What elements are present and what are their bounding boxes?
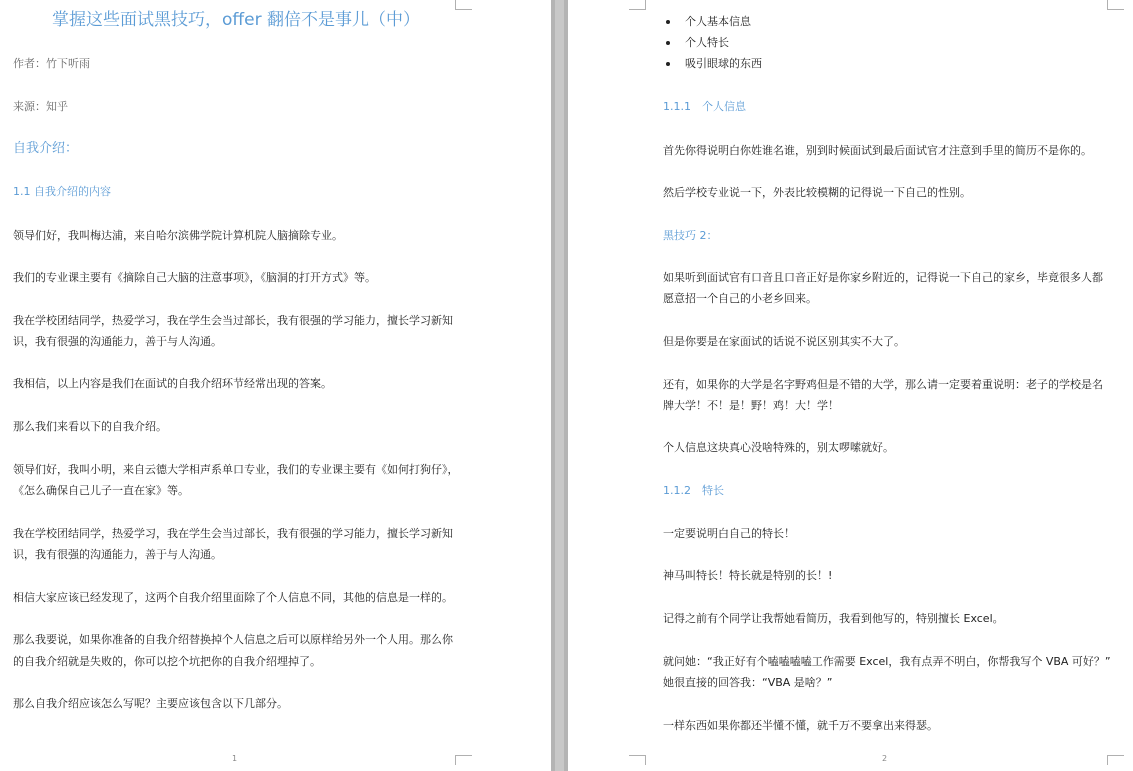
section-heading: 自我介绍： — [13, 141, 79, 156]
bullet-icon — [666, 62, 670, 66]
document-title: 掌握这些面试黑技巧，offer 翻倍不是事儿（中） — [52, 10, 420, 30]
bullet-icon — [666, 41, 670, 45]
paragraph-line: 那么我们来看以下的自我介绍。 — [13, 420, 167, 433]
paragraph-line: 记得之前有个同学让我帮她看简历，我看到他写的，特别擅长 Excel。 — [663, 612, 1004, 625]
paragraph-line: 识，我有很强的沟通能力，善于与人沟通。 — [13, 548, 222, 561]
author-line: 作者：竹下听雨 — [13, 57, 90, 70]
paragraph-line: 还有，如果你的大学是名字野鸡但是不错的大学，那么请一定要着重说明：老子的学校是名 — [663, 378, 1103, 391]
page-number: 1 — [232, 754, 238, 763]
paragraph-line: 识，我有很强的沟通能力，善于与人沟通。 — [13, 335, 222, 348]
document-page-2 — [568, 0, 1133, 771]
paragraph-line: 首先你得说明白你姓谁名谁，别到时候面试到最后面试官才注意到手里的简历不是你的。 — [663, 144, 1092, 157]
source-line: 来源：知乎 — [13, 100, 68, 113]
list-item: 个人基本信息 — [685, 15, 751, 28]
crop-mark — [455, 0, 472, 10]
paragraph-line: 相信大家应该已经发现了，这两个自我介绍里面除了个人信息不同，其他的信息是一样的。 — [13, 591, 453, 604]
paragraph-line: 领导们好，我叫小明，来自云德大学相声系单口专业，我们的专业课主要有《如何打狗仔》， — [13, 463, 459, 476]
paragraph-line: 如果听到面试官有口音且口音正好是你家乡附近的，记得说一下自己的家乡，毕竟很多人都 — [663, 271, 1103, 284]
crop-mark — [1107, 755, 1124, 765]
paragraph-line: 一样东西如果你都还半懂不懂，就千万不要拿出来得瑟。 — [663, 719, 938, 732]
paragraph-line: 然后学校专业说一下，外表比较模糊的记得说一下自己的性别。 — [663, 186, 971, 199]
paragraph-line: 那么自我介绍应该怎么写呢？主要应该包含以下几部分。 — [13, 697, 288, 710]
paragraph-line: 愿意招一个自己的小老乡回来。 — [663, 292, 817, 305]
page-gutter — [551, 0, 568, 771]
paragraph-line: 《怎么确保自己儿子一直在家》等。 — [13, 484, 189, 497]
paragraph-line: 我相信，以上内容是我们在面试的自我介绍环节经常出现的答案。 — [13, 377, 332, 390]
paragraph-line: 牌大学！不！是！野！鸡！大！学！ — [663, 399, 839, 412]
paragraph-line: 个人信息这块真心没啥特殊的，别太啰嗦就好。 — [663, 441, 894, 454]
trick-heading: 黑技巧 2： — [663, 229, 718, 242]
paragraph-line: 的自我介绍就是失败的，你可以挖个坑把你的自我介绍埋掉了。 — [13, 655, 321, 668]
paragraph-line: 一定要说明白自己的特长！ — [663, 527, 795, 540]
paragraph-line: 但是你要是在家面试的话说不说区别其实不大了。 — [663, 335, 905, 348]
section-heading: 1.1.1 个人信息 — [663, 100, 746, 113]
paragraph-line: 神马叫特长！特长就是特别的长！! — [663, 569, 833, 582]
section-heading: 1.1.2 特长 — [663, 484, 724, 497]
paragraph-line: 那么我要说，如果你准备的自我介绍替换掉个人信息之后可以原样给另外一个人用。那么你 — [13, 633, 453, 646]
page-number: 2 — [882, 754, 888, 763]
subsection-heading: 1.1 自我介绍的内容 — [13, 185, 111, 198]
paragraph-line: 我们的专业课主要有《摘除自己大脑的注意事项》，《脑洞的打开方式》等。 — [13, 271, 376, 284]
paragraph-line: 我在学校团结同学，热爱学习，我在学生会当过部长，我有很强的学习能力，擅长学习新知 — [13, 527, 453, 540]
crop-mark — [629, 0, 646, 10]
paragraph-line: 她很直接的回答我：“VBA 是啥？” — [663, 676, 833, 689]
document-page-1 — [0, 0, 551, 771]
paragraph-line: 领导们好，我叫梅达浦，来自哈尔滨佛学院计算机院人脑摘除专业。 — [13, 229, 343, 242]
paragraph-line: 就问她：“我正好有个嗑嗑嗑嗑工作需要 Excel，我有点弄不明白，你帮我写个 VBA 可好？” — [663, 655, 1111, 668]
list-item: 个人特长 — [685, 36, 729, 49]
crop-mark — [629, 755, 646, 765]
bullet-icon — [666, 20, 670, 24]
crop-mark — [455, 755, 472, 765]
paragraph-line: 我在学校团结同学，热爱学习，我在学生会当过部长，我有很强的学习能力，擅长学习新知 — [13, 314, 453, 327]
crop-mark — [1107, 0, 1124, 10]
list-item: 吸引眼球的东西 — [685, 57, 762, 70]
